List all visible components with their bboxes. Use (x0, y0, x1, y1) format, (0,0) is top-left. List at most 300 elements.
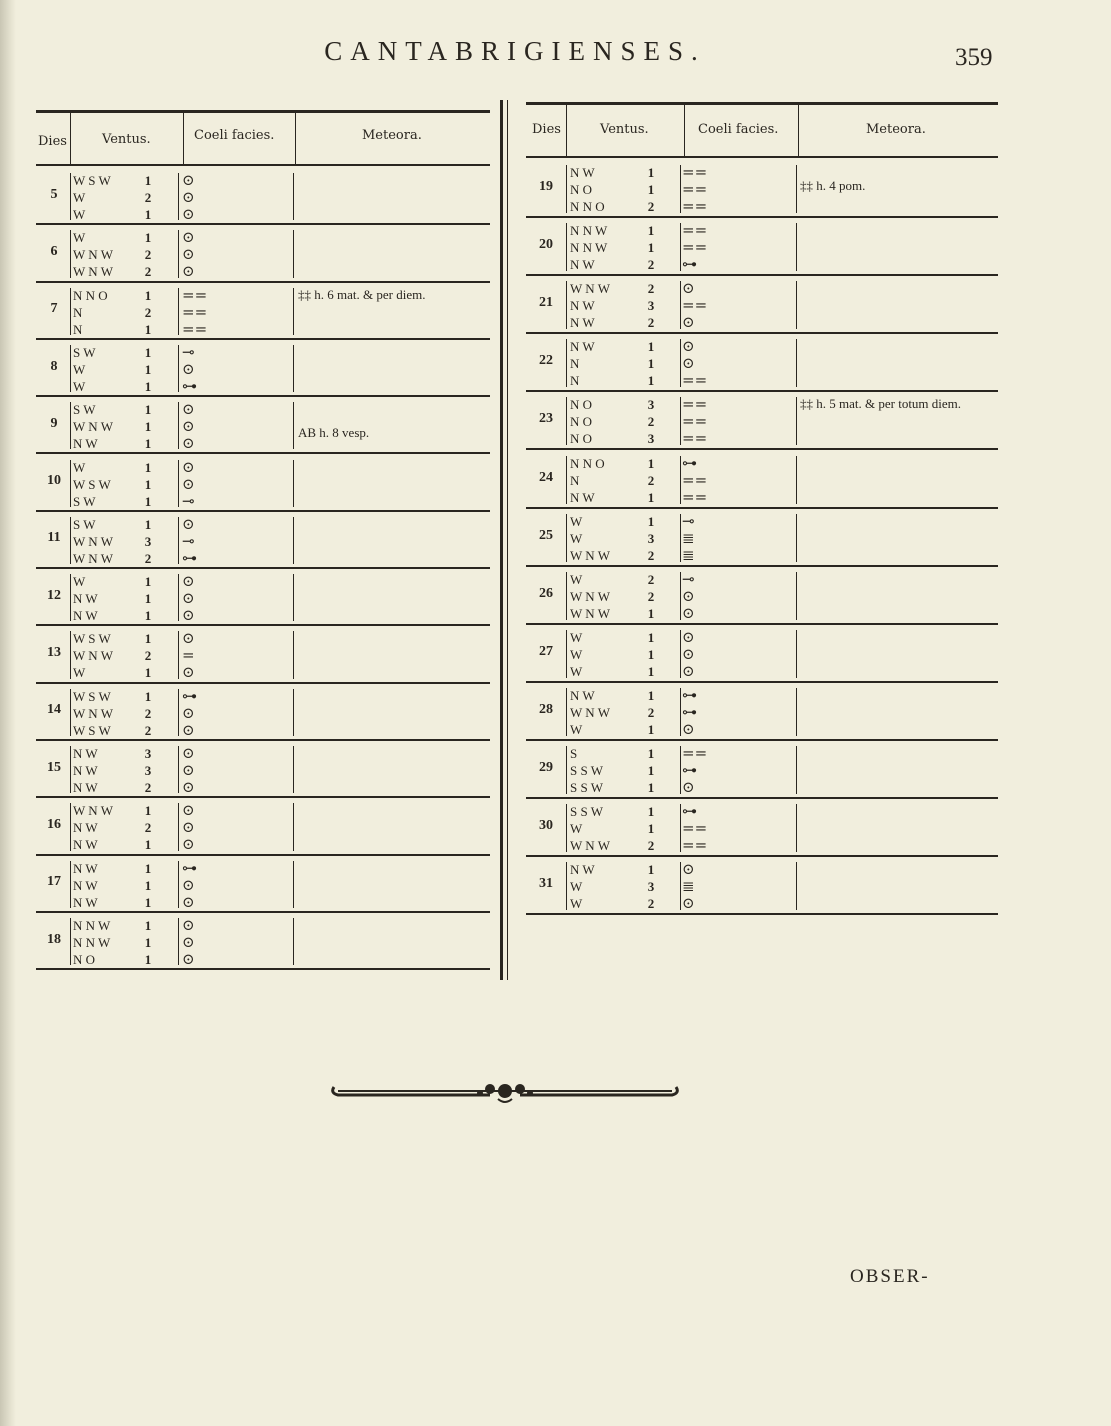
wind-force: 1 (144, 344, 152, 360)
sky-symbol-icon: == (682, 395, 708, 414)
wind-force: 1 (647, 240, 655, 256)
cell-divider (796, 165, 797, 213)
wind-force: 1 (647, 663, 655, 679)
cell-divider (566, 223, 567, 271)
sky-symbol-icon: = (182, 646, 195, 665)
sky-symbol-icon: == (682, 238, 708, 257)
wind-direction: N W (73, 860, 98, 876)
wind-direction: N (73, 304, 83, 320)
wind-force: 1 (647, 821, 655, 837)
wind-direction: W N W (73, 803, 113, 819)
day-number: 31 (539, 876, 553, 892)
wind-direction: W S W (73, 173, 111, 188)
sky-symbol-icon: == (182, 319, 208, 338)
cell-divider (178, 918, 179, 965)
wind-force: 1 (144, 894, 152, 910)
wind-direction: N W (570, 165, 595, 180)
wind-force: 2 (144, 550, 152, 566)
wind-direction: N N O (570, 455, 605, 471)
wind-force: 1 (647, 489, 655, 505)
day-number: 9 (50, 415, 58, 431)
cell-divider (566, 746, 567, 794)
cell-divider (796, 688, 797, 736)
wind-force: 2 (647, 281, 655, 297)
sky-symbol-icon: ⊙ (682, 337, 695, 356)
cell-divider (796, 862, 797, 910)
cell-divider (70, 173, 71, 220)
wind-force: 3 (144, 746, 152, 761)
wind-direction: N N W (570, 223, 608, 239)
table-row (36, 684, 490, 741)
printers-ornament (330, 1073, 680, 1107)
sky-symbol-icon: ⊙ (682, 644, 695, 663)
wind-force: 2 (647, 896, 655, 912)
wind-direction: W N W (73, 533, 113, 549)
day-number: 22 (539, 353, 553, 369)
wind-force: 2 (647, 571, 655, 587)
wind-force: 1 (647, 165, 655, 180)
sky-symbol-icon: ⊙ (182, 434, 195, 453)
wind-direction: W N W (73, 648, 113, 664)
day-number: 13 (47, 645, 61, 661)
wind-force: 1 (144, 287, 152, 303)
wind-direction: S S W (570, 763, 603, 778)
wind-direction: W N W (570, 281, 610, 297)
cell-divider (70, 689, 71, 736)
header-dies: Dies (38, 134, 67, 149)
wind-force: 2 (647, 257, 655, 273)
cell-divider (70, 288, 71, 335)
table-row (526, 857, 998, 915)
wind-direction: N W (73, 894, 98, 910)
cell-divider (680, 514, 681, 562)
wind-force: 2 (144, 247, 152, 263)
sky-symbol-icon: ⊙ (182, 629, 195, 648)
table-row (36, 512, 490, 569)
wind-direction: N O (73, 951, 96, 967)
wind-direction: N O (570, 431, 593, 447)
wind-direction: S W (73, 344, 96, 360)
wind-force: 2 (144, 820, 152, 836)
wind-direction: N W (570, 315, 595, 331)
wind-direction: N W (73, 591, 98, 607)
cell-divider (796, 397, 797, 445)
sky-symbol-icon: ⊙ (182, 875, 195, 894)
cell-divider (680, 862, 681, 910)
wind-direction: N N W (73, 917, 111, 933)
wind-direction: W (570, 879, 583, 895)
cell-divider (680, 456, 681, 504)
wind-force: 1 (144, 934, 152, 950)
wind-force: 2 (647, 199, 655, 214)
header-divider (183, 110, 184, 166)
sky-symbol-icon: == (682, 163, 708, 181)
wind-direction: W N W (570, 588, 610, 604)
sky-symbol-icon: ⊙ (182, 417, 195, 436)
header-coeli-facies: Coeli facies. (698, 122, 779, 137)
wind-force: 1 (144, 803, 152, 819)
cell-divider (680, 223, 681, 271)
wind-force: 1 (647, 629, 655, 645)
wind-direction: S W (73, 516, 96, 532)
wind-direction: W S W (73, 722, 111, 738)
wind-direction: N O (570, 397, 593, 413)
cell-divider (293, 288, 294, 335)
sky-symbol-icon: ⊙ (682, 719, 695, 738)
wind-force: 1 (647, 182, 655, 197)
page-binding-shadow (0, 0, 16, 1426)
sky-symbol-icon: ⊙ (682, 627, 695, 646)
wind-direction: W (73, 207, 86, 222)
sky-symbol-icon: ⊙ (682, 354, 695, 373)
wind-force: 3 (647, 879, 655, 895)
wind-direction: N W (73, 763, 98, 778)
day-number: 24 (539, 469, 553, 485)
wind-force: 1 (144, 516, 152, 532)
sky-symbol-icon: == (682, 819, 708, 838)
wind-direction: W N W (73, 264, 113, 280)
sky-symbol-icon: ⊙ (182, 818, 195, 837)
wind-force: 1 (144, 665, 152, 681)
sky-symbol-icon: ⊙ (182, 205, 195, 223)
cell-divider (70, 803, 71, 850)
cell-divider (178, 631, 179, 678)
table-row (36, 283, 490, 340)
sky-symbol-icon: ⊙ (182, 606, 195, 625)
cell-divider (178, 689, 179, 736)
wind-force: 1 (144, 608, 152, 624)
sky-symbol-icon: ⊙ (182, 663, 195, 682)
wind-force: 1 (647, 687, 655, 703)
wind-force: 1 (144, 173, 152, 188)
wind-direction: S W (73, 493, 96, 509)
wind-force: 1 (647, 780, 655, 795)
cell-divider (680, 572, 681, 620)
cell-divider (566, 281, 567, 329)
wind-direction: W (570, 896, 583, 912)
header-meteora: Meteora. (866, 122, 926, 137)
wind-direction: W (73, 361, 86, 377)
sky-symbol-icon: == (682, 429, 708, 448)
wind-direction: W N W (570, 704, 610, 720)
day-number: 14 (47, 702, 61, 718)
cell-divider (70, 861, 71, 908)
sky-symbol-icon: ⊙ (182, 835, 195, 854)
cell-divider (70, 402, 71, 449)
cell-divider (796, 804, 797, 852)
wind-direction: N W (570, 339, 595, 355)
wind-direction: N W (73, 820, 98, 836)
sky-symbol-icon: == (682, 487, 708, 506)
wind-direction: W S W (73, 476, 111, 492)
wind-direction: W (73, 574, 86, 590)
sky-symbol-icon: == (682, 836, 708, 855)
table-row (526, 567, 998, 625)
wind-force: 1 (647, 356, 655, 372)
sky-symbol-icon: ⊙ (182, 949, 195, 968)
table-row (526, 334, 998, 392)
wind-direction: N W (73, 877, 98, 893)
wind-force: 3 (647, 397, 655, 413)
wind-force: 1 (144, 207, 152, 222)
table-row (36, 626, 490, 683)
cell-divider (566, 339, 567, 387)
wind-force: 1 (144, 860, 152, 876)
weather-table-left (36, 110, 490, 972)
wind-force: 2 (647, 315, 655, 331)
wind-force: 1 (144, 419, 152, 435)
sky-symbol-icon: ⊶ (682, 255, 697, 274)
wind-force: 1 (647, 721, 655, 737)
wind-force: 2 (144, 648, 152, 664)
wind-direction: W (570, 530, 583, 546)
wind-force: 1 (647, 339, 655, 355)
header-dies: Dies (532, 122, 561, 137)
table-row (36, 168, 490, 225)
cell-divider (70, 517, 71, 564)
sky-symbol-icon: ⊙ (682, 603, 695, 622)
wind-direction: W (570, 821, 583, 837)
page-number: 359 (955, 44, 993, 71)
wind-force: 3 (647, 298, 655, 314)
sky-symbol-icon: == (682, 180, 708, 198)
wind-force: 2 (647, 472, 655, 488)
wind-direction: S S W (570, 780, 603, 795)
cell-divider (566, 165, 567, 213)
wind-force: 1 (647, 862, 655, 878)
cell-divider (680, 165, 681, 213)
wind-force: 2 (144, 304, 152, 320)
wind-force: 1 (144, 917, 152, 933)
day-number: 27 (539, 643, 553, 659)
wind-force: 1 (647, 223, 655, 239)
wind-direction: W (73, 665, 86, 681)
cell-divider (293, 861, 294, 908)
wind-force: 1 (144, 378, 152, 394)
cell-divider (566, 804, 567, 852)
wind-force: 1 (647, 513, 655, 529)
cell-divider (293, 574, 294, 621)
meteora-note: ‡‡ h. 4 pom. (800, 178, 866, 193)
cell-divider (796, 223, 797, 271)
wind-direction: W N W (570, 605, 610, 621)
wind-direction: W (570, 571, 583, 587)
sky-symbol-icon: == (682, 470, 708, 489)
wind-direction: N (570, 472, 580, 488)
sky-symbol-icon: ⊙ (682, 661, 695, 680)
sky-symbol-icon: ⊙ (182, 572, 195, 591)
cell-divider (178, 345, 179, 392)
wind-force: 2 (647, 547, 655, 563)
wind-force: 1 (144, 574, 152, 590)
table-row (36, 569, 490, 626)
wind-force: 1 (144, 230, 152, 246)
row-rule (36, 968, 490, 970)
cell-divider (566, 688, 567, 736)
sky-symbol-icon: ⊶ (182, 548, 197, 567)
table-row (36, 856, 490, 913)
wind-direction: N W (73, 608, 98, 624)
wind-direction: N (570, 356, 580, 372)
cell-divider (566, 456, 567, 504)
wind-force: 2 (144, 264, 152, 280)
table-row (526, 625, 998, 683)
wind-force: 1 (144, 591, 152, 607)
sky-symbol-icon: == (682, 221, 708, 240)
day-number: 10 (47, 473, 61, 489)
table-row (526, 509, 998, 567)
sky-symbol-icon: ⊙ (182, 457, 195, 476)
wind-direction: W N W (73, 247, 113, 263)
sky-symbol-icon: ⊙ (182, 400, 195, 419)
sky-symbol-icon: == (682, 371, 708, 390)
wind-direction: W (570, 646, 583, 662)
sky-symbol-icon: == (182, 285, 208, 304)
sky-symbol-icon: ⊙ (182, 761, 195, 779)
sky-symbol-icon: ⊶ (682, 802, 697, 821)
wind-direction: N N W (570, 240, 608, 256)
day-number: 15 (47, 759, 61, 775)
wind-direction: N O (570, 414, 593, 430)
wind-direction: W (73, 378, 86, 394)
table-row (526, 741, 998, 799)
wind-force: 2 (144, 722, 152, 738)
header-divider (566, 102, 567, 158)
cell-divider (293, 460, 294, 507)
wind-direction: W N W (73, 419, 113, 435)
wind-force: 1 (144, 436, 152, 452)
day-number: 28 (539, 701, 553, 717)
sky-symbol-icon: ⊶ (682, 761, 697, 779)
wind-force: 1 (144, 837, 152, 853)
sky-symbol-icon: ⊙ (182, 589, 195, 608)
cell-divider (293, 173, 294, 220)
cell-divider (70, 918, 71, 965)
sky-symbol-icon: ⊙ (682, 313, 695, 332)
sky-symbol-icon: ⊸ (682, 569, 695, 588)
wind-force: 1 (144, 321, 152, 337)
cell-divider (70, 631, 71, 678)
wind-direction: N (570, 373, 580, 389)
sky-symbol-icon: ⊙ (182, 720, 195, 739)
cell-divider (178, 460, 179, 507)
row-rule (526, 913, 998, 915)
wind-direction: N W (570, 687, 595, 703)
wind-direction: N (73, 321, 83, 337)
catchword: OBSER- (850, 1266, 930, 1287)
cell-divider (293, 918, 294, 965)
wind-force: 1 (647, 804, 655, 820)
cell-divider (796, 514, 797, 562)
wind-force: 2 (647, 704, 655, 720)
cell-divider (680, 688, 681, 736)
wind-direction: W (570, 663, 583, 679)
weather-table-right (526, 102, 998, 917)
day-number: 23 (539, 411, 553, 427)
sky-symbol-icon: ⊙ (182, 778, 195, 796)
table-row (526, 392, 998, 450)
wind-force: 2 (647, 588, 655, 604)
sky-symbol-icon: ⊶ (682, 453, 697, 472)
cell-divider (70, 230, 71, 277)
cell-divider (680, 281, 681, 329)
sky-symbol-icon: ⊸ (182, 342, 195, 361)
wind-direction: N W (570, 862, 595, 878)
wind-direction: N W (73, 780, 98, 795)
day-number: 7 (50, 301, 58, 317)
wind-direction: W (570, 721, 583, 737)
cell-divider (293, 345, 294, 392)
wind-direction: S (570, 746, 578, 761)
table-row (36, 225, 490, 282)
wind-direction: W (570, 513, 583, 529)
table-row (526, 160, 998, 218)
sky-symbol-icon: == (682, 744, 708, 762)
header-meteora: Meteora. (362, 128, 422, 143)
sky-symbol-icon: ≣ (682, 877, 695, 896)
cell-divider (293, 803, 294, 850)
cell-divider (796, 456, 797, 504)
cell-divider (680, 339, 681, 387)
cell-divider (178, 517, 179, 564)
wind-direction: W S W (73, 631, 111, 647)
wind-force: 1 (647, 746, 655, 761)
cell-divider (796, 339, 797, 387)
sky-symbol-icon: ⊶ (182, 376, 197, 395)
wind-force: 1 (144, 402, 152, 418)
wind-force: 1 (647, 373, 655, 389)
sky-symbol-icon: ⊙ (682, 586, 695, 605)
sky-symbol-icon: ⊶ (682, 685, 697, 704)
sky-symbol-icon: ⊙ (182, 915, 195, 934)
sky-symbol-icon: == (682, 197, 708, 215)
cell-divider (178, 288, 179, 335)
wind-direction: W (73, 230, 86, 246)
wind-direction: W (73, 190, 86, 205)
wind-force: 2 (144, 705, 152, 721)
wind-force: 3 (144, 763, 152, 778)
cell-divider (566, 397, 567, 445)
cell-divider (293, 689, 294, 736)
wind-force: 1 (144, 493, 152, 509)
wind-direction: W N W (570, 838, 610, 854)
sky-symbol-icon: ⊶ (182, 686, 197, 705)
table-row (526, 276, 998, 334)
table-row (526, 683, 998, 741)
meteora-note: ‡‡ h. 5 mat. & per totum diem. (800, 396, 962, 412)
cell-divider (566, 514, 567, 562)
table-row (36, 397, 490, 454)
wind-force: 3 (647, 431, 655, 447)
cell-divider (70, 574, 71, 621)
column-rule (500, 100, 503, 980)
day-number: 20 (539, 237, 553, 253)
sky-symbol-icon: ⊙ (682, 894, 695, 913)
day-number: 25 (539, 527, 553, 543)
cell-divider (293, 230, 294, 277)
wind-force: 2 (144, 190, 152, 205)
cell-divider (796, 572, 797, 620)
header-divider (798, 102, 799, 158)
wind-force: 1 (144, 951, 152, 967)
wind-direction: N W (570, 257, 595, 273)
cell-divider (70, 746, 71, 793)
wind-direction: N N O (73, 287, 108, 303)
meteora-note: ‡‡ h. 6 mat. & per diem. (298, 286, 426, 302)
sky-symbol-icon: ⊙ (182, 262, 195, 281)
wind-direction: N N O (570, 199, 605, 214)
sky-symbol-icon: ⊙ (182, 474, 195, 493)
